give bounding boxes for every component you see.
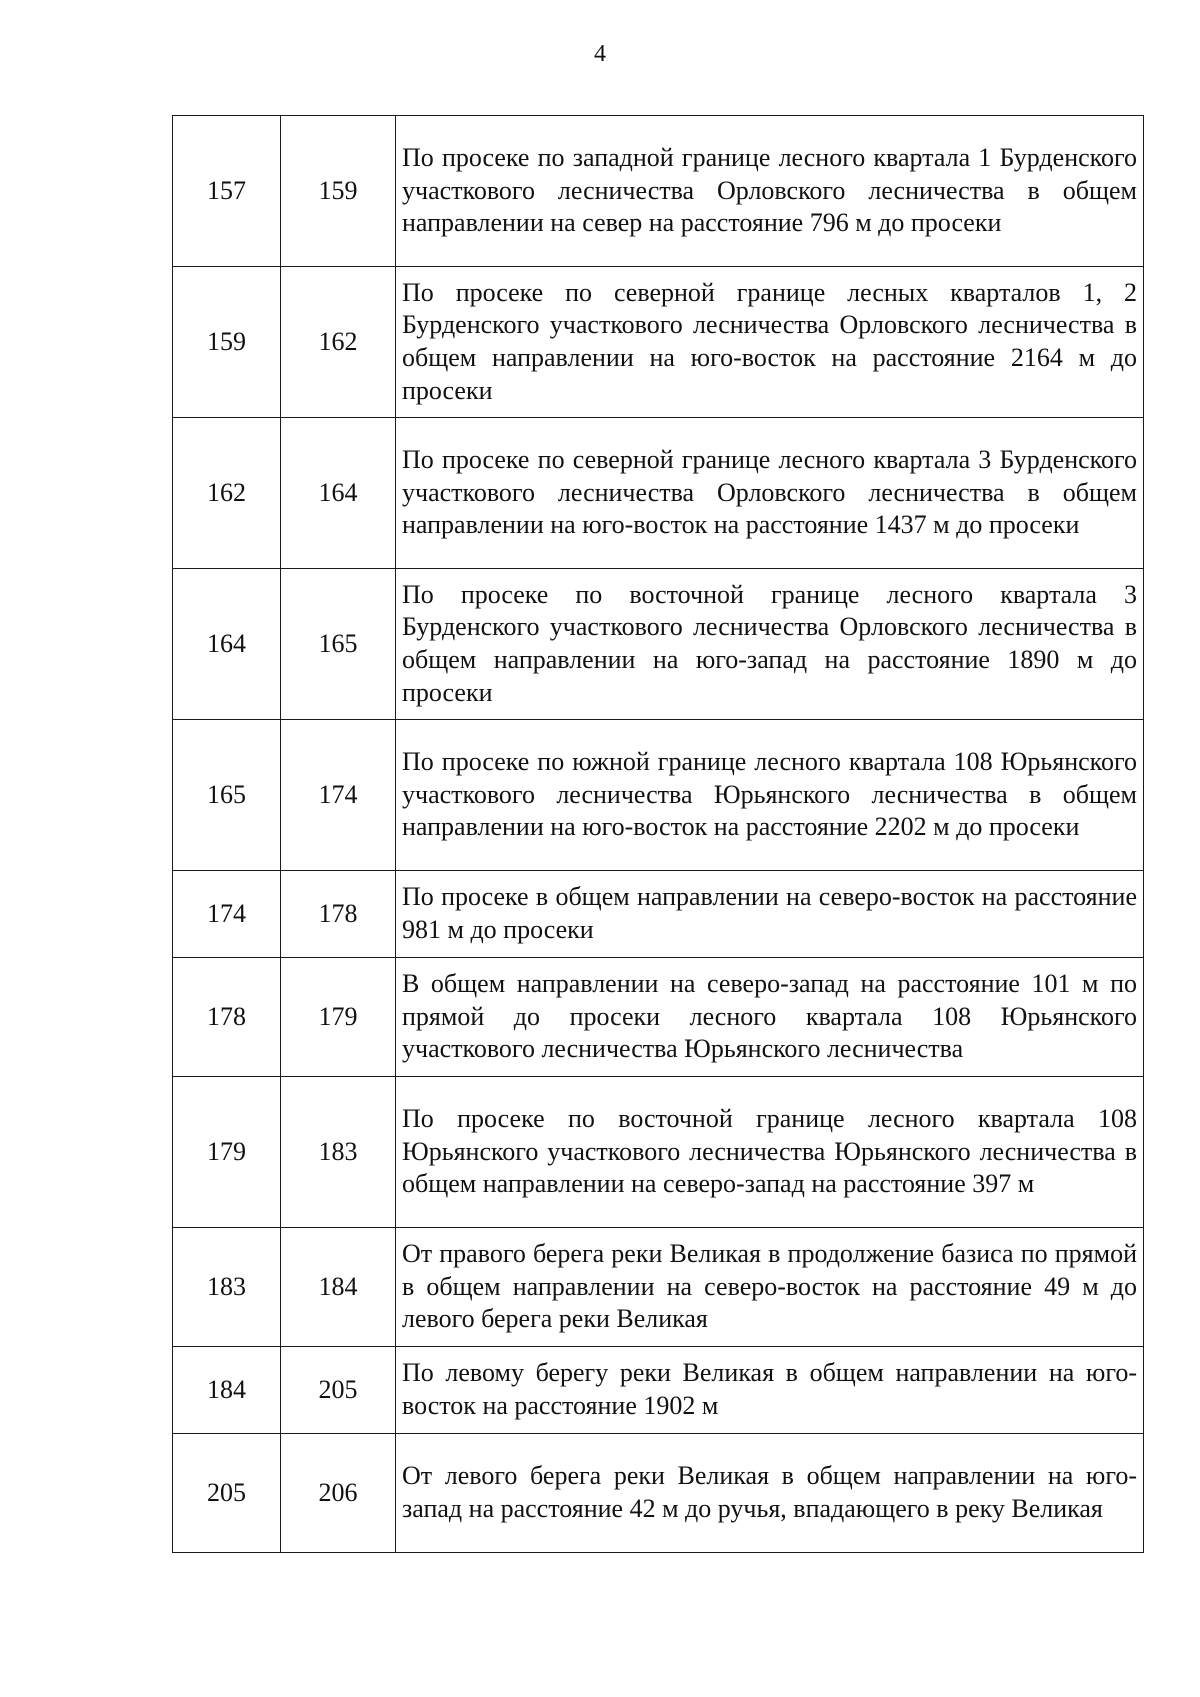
- description-cell: От левого берега реки Великая в общем направлении на юго-запад на расстояние 42 м до ручья, впадающего в реку Великая: [396, 1434, 1144, 1553]
- description-cell: По просеке по восточной границе лесного квартала 3 Бурденского участкового лесничества Орловского лесничества в общем направлении на юго-запад на расстояние 1890 м до просеки: [396, 569, 1144, 720]
- description-cell: По просеке по западной границе лесного квартала 1 Бурденского участкового лесничества Орловского лесничества в общем направлении на север на расстояние 796 м до просеки: [396, 116, 1144, 267]
- table-row: [173, 958, 1144, 1077]
- table-row: [173, 1347, 1144, 1434]
- description-cell: В общем направлении на северо-запад на расстояние 101 м по прямой до просеки лесного квартала 108 Юрьянского участкового лесничества Юрьянского лесничества: [396, 958, 1144, 1077]
- from-point-cell: 165: [173, 720, 281, 871]
- description-cell: По просеке в общем направлении на северо-восток на расстояние 981 м до просеки: [396, 871, 1144, 958]
- to-point-cell: 164: [281, 418, 396, 569]
- to-point-cell: 206: [281, 1434, 396, 1553]
- table-row: [173, 569, 1144, 720]
- from-point-cell: 157: [173, 116, 281, 267]
- table-row: [173, 116, 1144, 267]
- from-point-cell: 164: [173, 569, 281, 720]
- description-cell: По просеке по восточной границе лесного квартала 108 Юрьянского участкового лесничества Юрьянского лесничества в общем направлении на северо-запад на расстояние 397 м: [396, 1077, 1144, 1228]
- description-cell: По просеке по южной границе лесного квартала 108 Юрьянского участкового лесничества Юрьянского лесничества в общем направлении на юго-восток на расстояние 2202 м до просеки: [396, 720, 1144, 871]
- page-number: 4: [594, 41, 606, 67]
- from-point-cell: 205: [173, 1434, 281, 1553]
- from-point-cell: 162: [173, 418, 281, 569]
- from-point-cell: 159: [173, 267, 281, 418]
- table-row: [173, 267, 1144, 418]
- table-row: [173, 418, 1144, 569]
- description-cell: От правого берега реки Великая в продолжение базиса по прямой в общем направлении на северо-восток на расстояние 49 м до левого берега реки Великая: [396, 1228, 1144, 1347]
- description-cell: По просеке по северной границе лесного квартала 3 Бурденского участкового лесничества Орловского лесничества в общем направлении на юго-восток на расстояние 1437 м до просеки: [396, 418, 1144, 569]
- to-point-cell: 205: [281, 1347, 396, 1434]
- from-point-cell: 183: [173, 1228, 281, 1347]
- table-row: [173, 1077, 1144, 1228]
- to-point-cell: 178: [281, 871, 396, 958]
- from-point-cell: 178: [173, 958, 281, 1077]
- from-point-cell: 179: [173, 1077, 281, 1228]
- to-point-cell: 165: [281, 569, 396, 720]
- description-cell: По левому берегу реки Великая в общем направлении на юго-восток на расстояние 1902 м: [396, 1347, 1144, 1434]
- table-row: [173, 1228, 1144, 1347]
- table-row: [173, 1434, 1144, 1553]
- table-row: [173, 720, 1144, 871]
- from-point-cell: 174: [173, 871, 281, 958]
- to-point-cell: 184: [281, 1228, 396, 1347]
- boundary-description-table: [172, 115, 1144, 1553]
- from-point-cell: 184: [173, 1347, 281, 1434]
- to-point-cell: 174: [281, 720, 396, 871]
- to-point-cell: 159: [281, 116, 396, 267]
- to-point-cell: 183: [281, 1077, 396, 1228]
- to-point-cell: 162: [281, 267, 396, 418]
- table-row: [173, 871, 1144, 958]
- to-point-cell: 179: [281, 958, 396, 1077]
- description-cell: По просеке по северной границе лесных кварталов 1, 2 Бурденского участкового лесничества Орловского лесничества в общем направлении на юго-восток на расстояние 2164 м до просеки: [396, 267, 1144, 418]
